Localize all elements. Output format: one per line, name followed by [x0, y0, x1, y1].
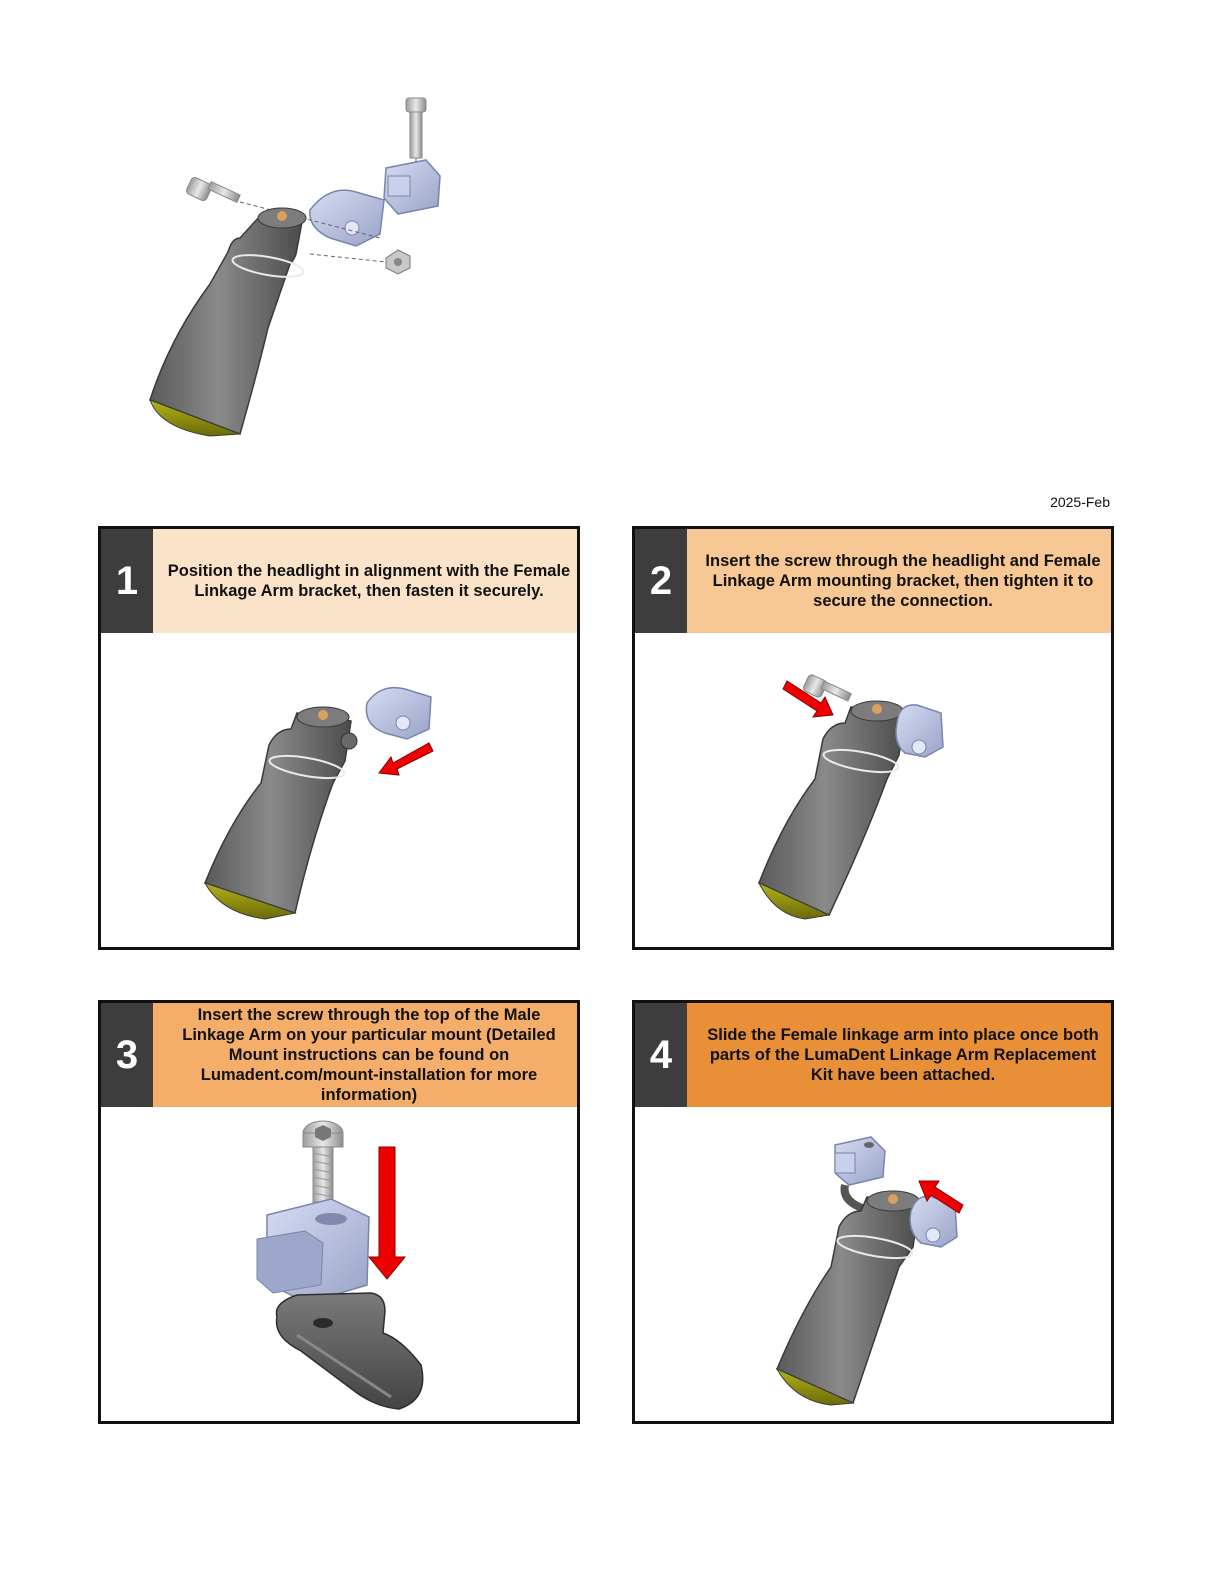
mount-base-icon — [276, 1293, 422, 1409]
male-linkage-block-icon — [384, 160, 440, 214]
step-instruction: Insert the screw through the headlight and Female Linkage Arm mounting bracket, then tighten it to secure the connection. — [687, 529, 1111, 633]
nut-icon — [310, 250, 410, 274]
direction-arrow-icon — [369, 1147, 405, 1279]
step-header — [635, 1003, 1111, 1107]
step-number: 3 — [101, 1003, 153, 1107]
headlight-icon — [150, 208, 306, 436]
step-panel-3 — [98, 1000, 580, 1424]
hero-exploded-illustration — [130, 88, 470, 448]
direction-arrow-icon — [379, 743, 433, 775]
revision-date: 2025-Feb — [1050, 494, 1110, 510]
step-number: 4 — [635, 1003, 687, 1107]
female-bracket-icon — [366, 688, 431, 739]
step-number: 2 — [635, 529, 687, 633]
step-instruction: Position the headlight in alignment with the Female Linkage Arm bracket, then fasten it securely. — [153, 529, 577, 633]
step-header — [101, 529, 577, 633]
headlight-icon — [759, 701, 905, 919]
female-bracket-icon — [310, 190, 384, 246]
step-illustration — [635, 1107, 1111, 1421]
female-bracket-icon — [896, 705, 943, 757]
step-instruction: Insert the screw through the top of the Male Linkage Arm on your particular mount (Detailed Mount instructions can be found on Lumadent.com/mount-installation for more information) — [153, 1003, 577, 1107]
step-illustration — [635, 633, 1111, 947]
headlight-icon — [205, 707, 357, 919]
step-instruction: Slide the Female linkage arm into place once both parts of the LumaDent Linkage Arm Replacement Kit have been attached. — [687, 1003, 1111, 1107]
headlight-icon — [777, 1191, 919, 1405]
step-panel-1 — [98, 526, 580, 950]
step-panel-2 — [632, 526, 1114, 950]
step-illustration — [101, 1107, 577, 1421]
step-panel-4 — [632, 1000, 1114, 1424]
step-header — [635, 529, 1111, 633]
step-number: 1 — [101, 529, 153, 633]
step-header — [101, 1003, 577, 1107]
male-linkage-block-icon — [257, 1199, 369, 1303]
step-illustration — [101, 633, 577, 947]
